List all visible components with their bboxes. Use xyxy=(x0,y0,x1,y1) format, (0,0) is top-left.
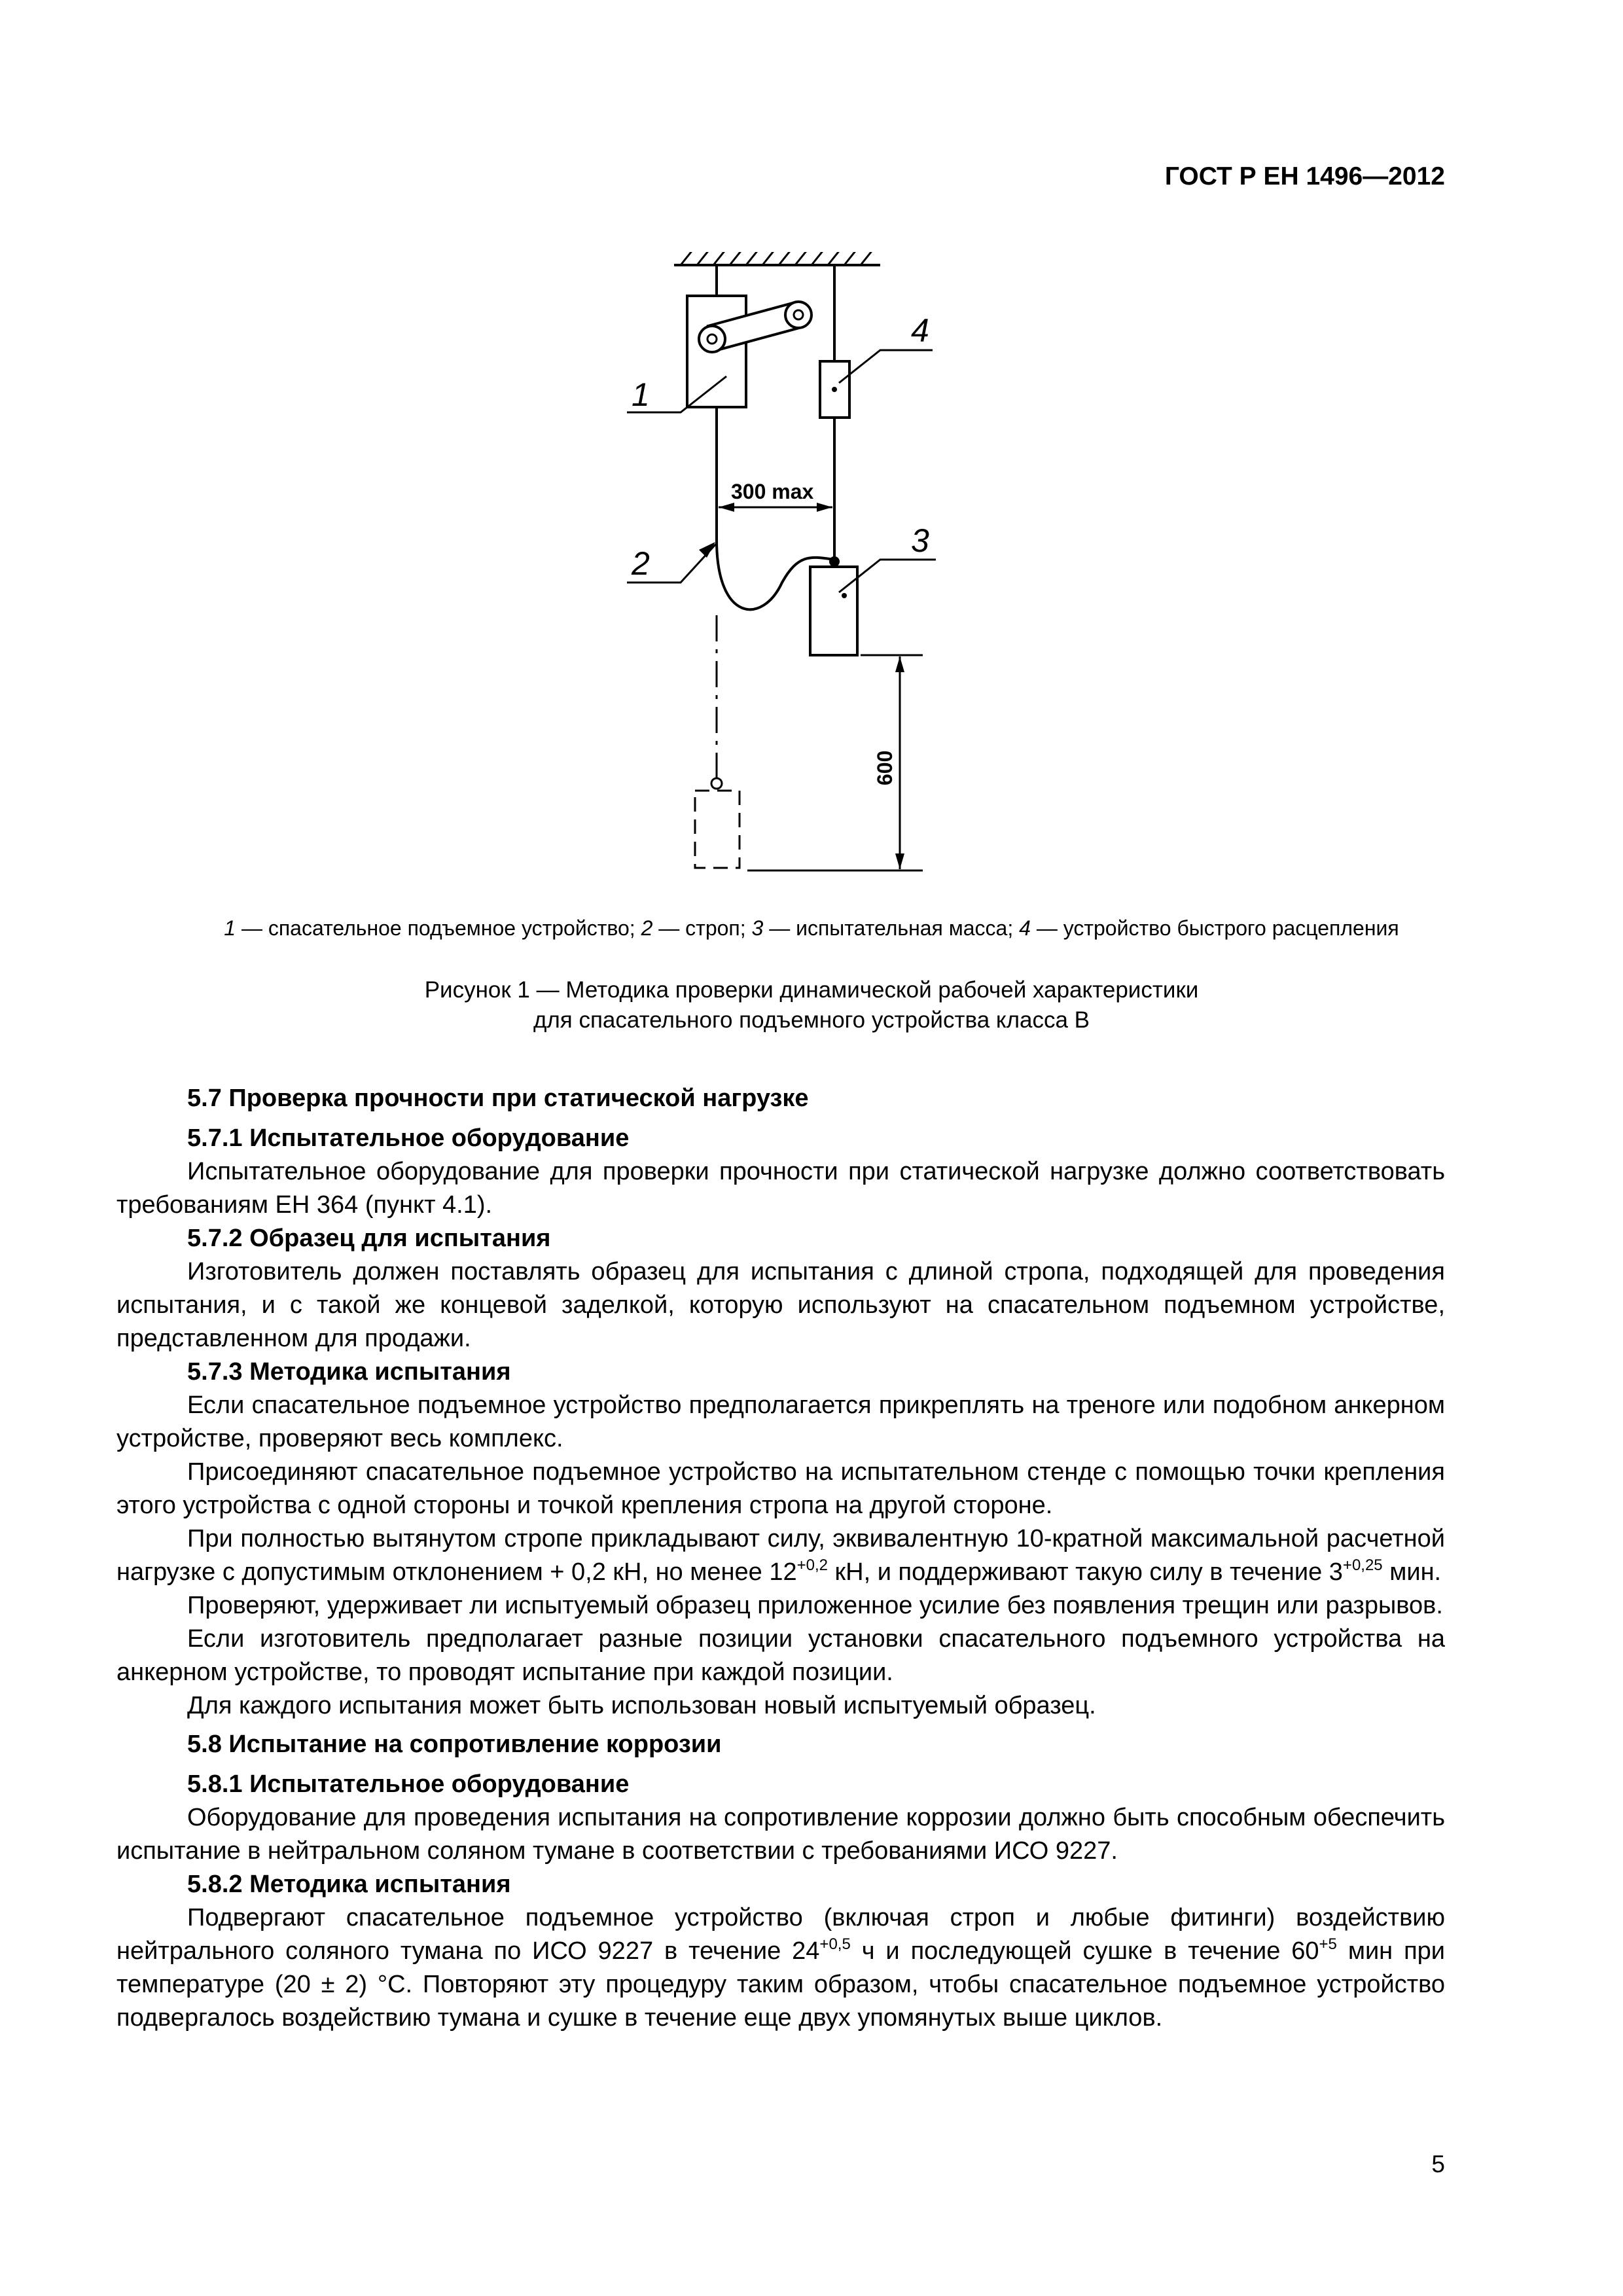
figure-caption xyxy=(262,975,1361,1035)
text-segment: кН, и поддерживают такую силу в течение 3 xyxy=(827,1558,1343,1586)
heading-5-7: 5.7 Проверка прочности при статической нагрузке xyxy=(187,1085,809,1112)
legend-text-4: — устройство быстрого расцепления xyxy=(1030,916,1399,940)
tolerance-superscript: +0,5 xyxy=(819,1935,851,1953)
caption-line-2: для спасательного подъемного устройства класса В xyxy=(533,1007,1090,1033)
text-segment: мин. xyxy=(1382,1558,1442,1586)
text-segment: мин при температуре (20 ± 2) °С. Повторяют эту процедуру таким образом, чтобы спасательное подъемное устройство подвергалось воздействию тумана и сушке в течение еще двух упомянутых выше циклов. xyxy=(116,1937,1446,2032)
paragraph-5-7-3-6: Для каждого испытания может быть использован новый испытуемый образец. xyxy=(187,1692,1096,1719)
tolerance-superscript: +5 xyxy=(1319,1935,1337,1953)
paragraph-5-7-3-1: Если спасательное подъемное устройство предполагается прикреплять на треноге или подобном анкерном устройстве, проверяют весь комплекс. xyxy=(116,1391,1445,1452)
heading-5-7-2: 5.7.2 Образец для испытания xyxy=(187,1225,551,1252)
test-mass xyxy=(810,567,857,655)
label-1: 1 xyxy=(632,376,650,413)
text-segment: При полностью вытянутом стропе прикладывают силу, эквивалентную 10-кратной максимальной расчетной нагрузке с допустимым отклонением + 0,2 кН, но менее 12 xyxy=(116,1525,1445,1586)
document-header: ГОСТ Р ЕН 1496—2012 xyxy=(1164,162,1445,190)
legend-num-4: 4 xyxy=(1019,916,1031,940)
paragraph-5-7-2: Изготовитель должен поставлять образец для испытания с длиной стропа, подходящей для проведения испытания, и с такой же концевой заделкой, которую используют на спасательном подъемном устройстве, представленном для продажи. xyxy=(116,1258,1445,1352)
test-mass-final-position xyxy=(695,791,740,868)
heading-5-7-3: 5.7.3 Методика испытания xyxy=(187,1358,511,1386)
paragraph-5-7-3-5: Если изготовитель предполагает разные позиции установки спасательного подъемного устройства на анкерном устройстве, то проводят испытание при каждой позиции. xyxy=(116,1625,1445,1686)
paragraph-5-7-3-2: Присоединяют спасательное подъемное устройство на испытательном стенде с помощью точки крепления этого устройства с одной стороны и точкой крепления стропа на другой стороне. xyxy=(116,1458,1445,1519)
legend-num-1: 1 xyxy=(224,916,236,940)
leader-4 xyxy=(839,350,933,383)
heading-5-8-2: 5.8.2 Методика испытания xyxy=(187,1871,511,1898)
dim-600: 600 xyxy=(873,750,897,785)
label-4: 4 xyxy=(911,312,929,349)
dim-300-max: 300 max xyxy=(731,480,814,503)
heading-5-8: 5.8 Испытание на сопротивление коррозии xyxy=(187,1731,722,1758)
caption-line-1: Рисунок 1 — Методика проверки динамической рабочей характеристики xyxy=(424,977,1199,1003)
figure-1-diagram xyxy=(589,252,982,887)
label-3: 3 xyxy=(911,522,929,559)
ceiling-hatching xyxy=(681,252,874,265)
label-2: 2 xyxy=(632,545,650,582)
heading-5-7-1: 5.7.1 Испытательное оборудование xyxy=(187,1124,630,1152)
tolerance-superscript: +0,25 xyxy=(1342,1556,1383,1574)
legend-num-2: 2 xyxy=(641,916,653,940)
text-segment: ч и последующей сушке в течение 60 xyxy=(850,1937,1319,1965)
tolerance-superscript: +0,2 xyxy=(796,1556,828,1574)
paragraph-5-8-1: Оборудование для проведения испытания на сопротивление коррозии должно быть способным обеспечить испытание в нейтральном соляном тумане в соответствии с требованиями ИСО 9227. xyxy=(116,1804,1445,1865)
paragraph-5-7-3-3 xyxy=(116,1522,1445,1589)
figure-legend xyxy=(157,916,1466,941)
legend-text-2: — строп; xyxy=(652,916,752,940)
document-body xyxy=(116,1077,1445,2035)
legend-text-3: — испытательная масса; xyxy=(763,916,1020,940)
text-segment: Подвергают спасательное подъемное устройство (включая строп и любые фитинги) воздействию нейтрального соляного тумана по ИСО 9227 в течение 24 xyxy=(116,1904,1445,1965)
paragraph-5-7-1: Испытательное оборудование для проверки прочности при статической нагрузке должно соответствовать требованиям ЕН 364 (пункт 4.1). xyxy=(116,1158,1445,1219)
legend-num-3: 3 xyxy=(751,916,764,940)
paragraph-5-8-2 xyxy=(116,1901,1445,2035)
page-number: 5 xyxy=(1431,2151,1445,2178)
heading-5-8-1: 5.8.1 Испытательное оборудование xyxy=(187,1770,630,1798)
paragraph-5-7-3-4: Проверяют, удерживает ли испытуемый образец приложенное усилие без появления трещин или разрывов. xyxy=(187,1592,1443,1619)
legend-text-1: — спасательное подъемное устройство; xyxy=(236,916,641,940)
